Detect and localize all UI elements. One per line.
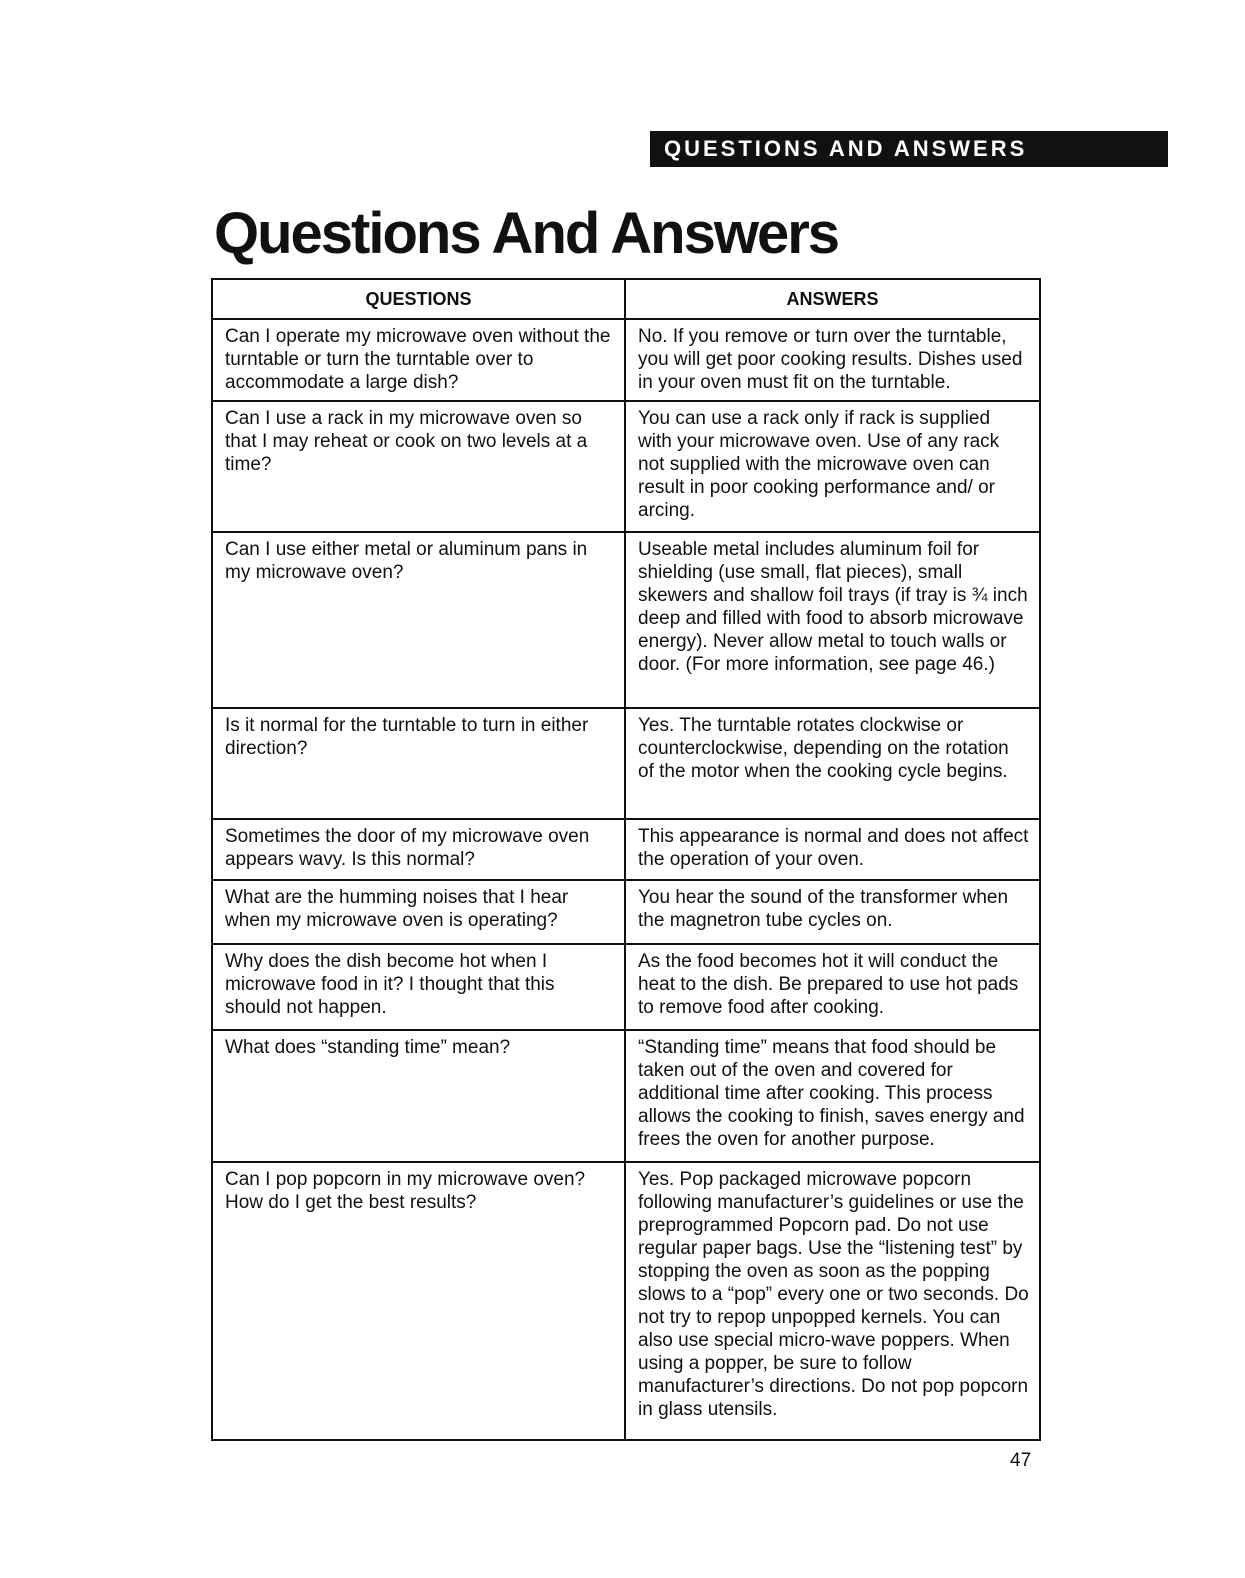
question-cell: Is it normal for the turntable to turn in either direction? [212,708,625,819]
answer-cell: Yes. The turntable rotates clockwise or counterclockwise, depending on the rotation of the motor when the cooking cycle begins. [625,708,1040,819]
table-row [212,819,1040,880]
question-cell: What does “standing time” mean? [212,1030,625,1162]
qa-table [211,278,1041,1441]
answer-cell: No. If you remove or turn over the turntable, you will get poor cooking results. Dishes used in your oven must fit on the turntable. [625,319,1040,401]
questions-column-header: QUESTIONS [212,279,625,319]
answer-cell: Useable metal includes aluminum foil for shielding (use small, flat pieces), small skewers and shallow foil trays (if tray is ¾ inch deep and filled with food to absorb microwave energy). Never allow metal to touch walls or door. (For more information, see page 46.) [625,532,1040,708]
table-row [212,1162,1040,1440]
table-row [212,532,1040,708]
table-header-row [212,279,1040,319]
answer-cell: You can use a rack only if rack is supplied with your microwave oven. Use of any rack not supplied with the microwave oven can result in poor cooking performance and/ or arcing. [625,401,1040,532]
question-cell: Sometimes the door of my microwave oven appears wavy. Is this normal? [212,819,625,880]
answers-column-header: ANSWERS [625,279,1040,319]
answer-cell: This appearance is normal and does not affect the operation of your oven. [625,819,1040,880]
table-row [212,880,1040,944]
question-cell: Can I pop popcorn in my microwave oven? How do I get the best results? [212,1162,625,1440]
table-row [212,1030,1040,1162]
table-row [212,319,1040,401]
table-row [212,944,1040,1030]
answer-cell: “Standing time” means that food should be taken out of the oven and covered for additional time after cooking. This process allows the cooking to finish, saves energy and frees the oven for another purpose. [625,1030,1040,1162]
question-cell: Why does the dish become hot when I microwave food in it? I thought that this should not happen. [212,944,625,1030]
question-cell: Can I use either metal or aluminum pans in my microwave oven? [212,532,625,708]
table-row [212,401,1040,532]
page-number: 47 [1010,1450,1032,1471]
question-cell: Can I operate my microwave oven without the turntable or turn the turntable over to accommodate a large dish? [212,319,625,401]
answer-cell: You hear the sound of the transformer when the magnetron tube cycles on. [625,880,1040,944]
table-row [212,708,1040,819]
question-cell: What are the humming noises that I hear when my microwave oven is operating? [212,880,625,944]
answer-cell: As the food becomes hot it will conduct the heat to the dish. Be prepared to use hot pads to remove food after cooking. [625,944,1040,1030]
section-header-bar: QUESTIONS AND ANSWERS [650,131,1168,167]
page-title: Questions And Answers [214,201,839,266]
question-cell: Can I use a rack in my microwave oven so that I may reheat or cook on two levels at a time? [212,401,625,532]
answer-cell: Yes. Pop packaged microwave popcorn following manufacturer’s guidelines or use the preprogrammed Popcorn pad. Do not use regular paper bags. Use the “listening test” by stopping the oven as soon as the popping slows to a “pop” every one or two seconds. Do not try to repop unpopped kernels. You can also use special micro-wave poppers. When using a popper, be sure to follow manufacturer’s directions. Do not pop popcorn in glass utensils. [625,1162,1040,1440]
